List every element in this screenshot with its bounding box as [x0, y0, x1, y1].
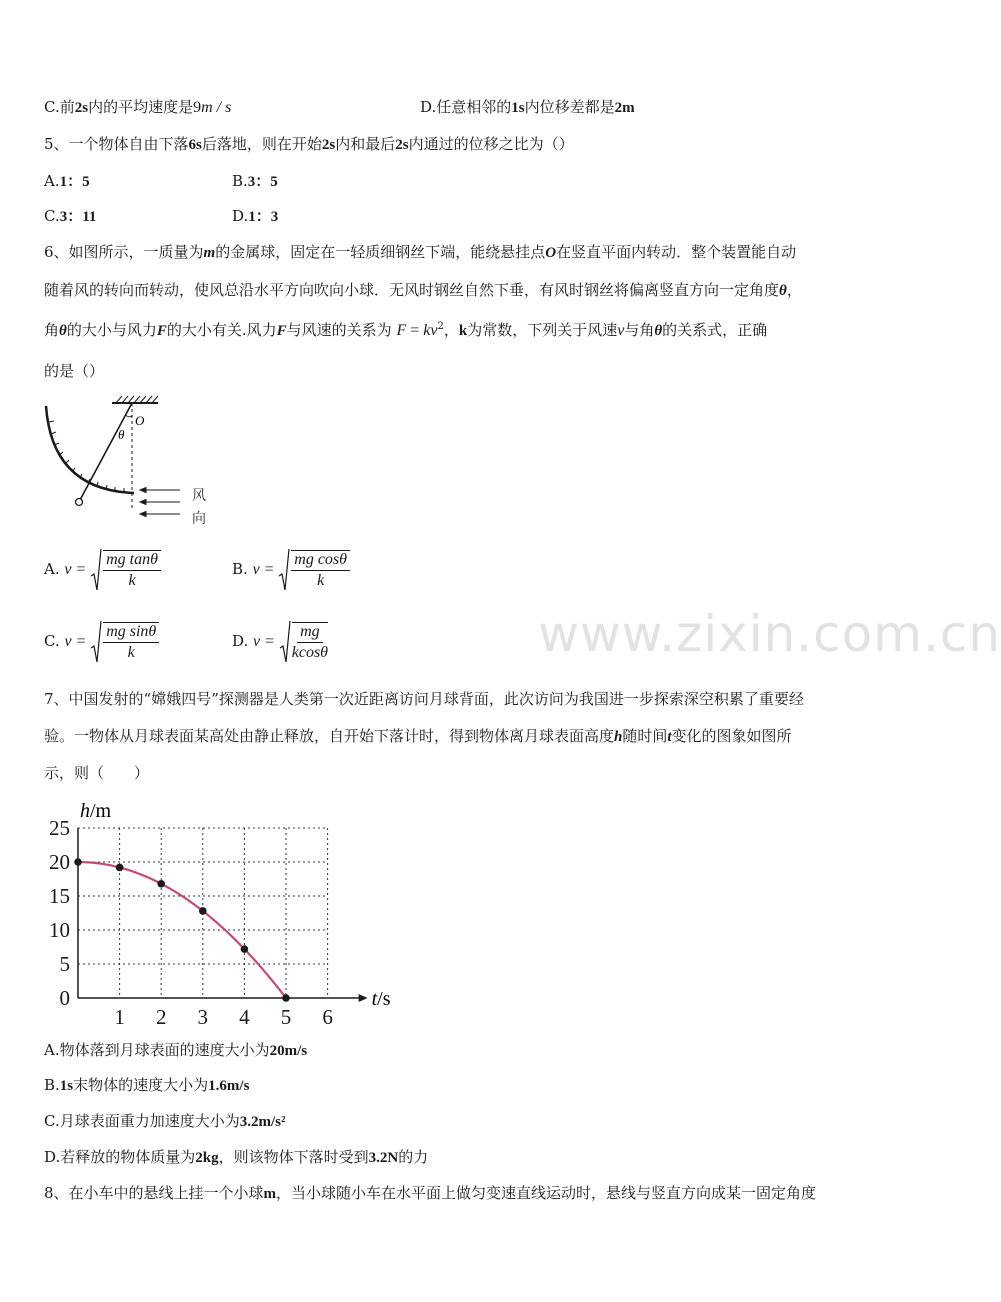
q5-stem-bold: 6s	[188, 137, 202, 153]
numerator: mg sinθ	[103, 623, 159, 643]
x-tick-label: 3	[197, 1005, 209, 1029]
radical-sign	[280, 620, 290, 664]
q6-stem-line1	[44, 241, 796, 262]
sqrt	[280, 620, 328, 664]
q6-text: ，	[786, 281, 802, 299]
q4-option-d-bold2: 2m	[614, 100, 635, 116]
q7-stem-line3	[44, 762, 149, 783]
data-point	[241, 945, 249, 953]
q6-text: 在竖直平面内转动．整个装置能自动	[556, 243, 797, 261]
steel-wire	[80, 403, 132, 500]
data-point	[116, 864, 124, 872]
q6-var-f: F	[276, 323, 287, 339]
data-point	[282, 994, 290, 1002]
q5-stem-part: 内和最后	[335, 135, 396, 153]
denominator: k	[128, 572, 136, 589]
metal-ball	[76, 499, 83, 506]
q7-option-c	[44, 1110, 285, 1131]
q5-option-d	[232, 205, 278, 226]
q7-option-a-value: 20m/s	[269, 1043, 308, 1059]
y-tick-label: 10	[49, 918, 70, 942]
q4-option-c-value: 9	[193, 99, 202, 116]
q4-option-d-text: 内位移差都是	[524, 98, 615, 116]
q7-option-b-value: 1.6m/s	[208, 1078, 250, 1094]
q7-text: 变化的图象如图所	[671, 727, 792, 745]
q6-text: 角	[44, 321, 60, 339]
data-point	[157, 880, 165, 888]
v-equals: v =	[64, 633, 87, 650]
q6-var-theta: θ	[779, 283, 787, 299]
numerator: mg tanθ	[103, 551, 161, 571]
q6-option-d	[232, 620, 328, 664]
q6-var-k: k	[458, 323, 468, 339]
q8-stem-line1	[44, 1182, 816, 1203]
chart-axes	[78, 828, 368, 1002]
q6-text: 与风速的关系为	[286, 321, 392, 339]
q6-text: ，	[443, 321, 459, 339]
x-tick-label: 2	[155, 1005, 167, 1029]
data-point	[199, 907, 207, 915]
q6-var-o: O	[545, 245, 557, 261]
numerator: mg	[297, 623, 323, 643]
q4-option-c-text: 内的平均速度是	[88, 98, 194, 116]
q5-option-b-label: B.	[232, 172, 248, 190]
q6-text: 随着风的转向而转动，使风总沿水平方向吹向小球．无风时钢丝自然下垂，有风时钢丝将偏离竖直方向一定角度	[44, 281, 780, 299]
q6-var-theta: θ	[59, 323, 67, 339]
chart-ticks	[49, 816, 333, 1029]
radical-sign	[91, 620, 101, 664]
fraction	[103, 550, 161, 590]
q6-text: 的大小与风力	[66, 321, 157, 339]
q7-stem-line2	[44, 725, 792, 746]
q7-option-d-text: D.若释放的物体质量为	[44, 1148, 196, 1166]
q5-option-c-label: C.	[44, 207, 60, 225]
chart-points	[74, 858, 290, 1002]
q4-option-c-bold: 2s	[74, 100, 89, 116]
x-tick-label: 6	[322, 1005, 333, 1029]
q4-option-c	[44, 96, 231, 117]
q5-stem-bold: 2s	[321, 137, 336, 153]
q7-text: 验。一物体从月球表面某高处由静止释放，自开始下落计时，得到物体离月球表面高度	[44, 727, 615, 745]
q7-option-d-force: 3.2N	[368, 1150, 399, 1166]
y-tick-label: 0	[59, 986, 70, 1010]
formula-part: =	[406, 322, 424, 339]
option-label: D.	[232, 632, 249, 650]
q6-text: 的金属球，固定在一轻质细钢丝下端，能绕悬挂点	[215, 243, 546, 261]
q8-text: 8、在小车中的悬线上挂一个小球	[44, 1184, 264, 1202]
q7-option-b-text: 末物体的速度大小为	[73, 1076, 209, 1094]
label-direction: 向	[192, 511, 206, 527]
q6-text: 为常数，下列关于风速	[467, 321, 618, 339]
fraction	[103, 622, 159, 662]
sqrt	[91, 620, 159, 664]
q4-option-d	[420, 96, 635, 117]
q5-option-a-value: 1：5	[59, 174, 90, 190]
q6-stem-line4	[44, 360, 104, 381]
q7-option-d-text: 的力	[398, 1148, 429, 1166]
q6-stem-line3	[44, 319, 767, 340]
radical-sign	[91, 548, 101, 592]
q5-option-d-value: 1：3	[248, 209, 279, 225]
label-o: O	[135, 413, 145, 428]
q5-option-a	[44, 170, 90, 191]
q6-option-c	[44, 620, 159, 664]
formula-part: v	[430, 322, 438, 339]
v-equals: v =	[252, 561, 275, 578]
formula-part: F	[396, 322, 407, 339]
q4-option-d-bold1: 1s	[511, 100, 525, 116]
y-axis-label: h/m	[80, 800, 112, 822]
q5-stem-part: 5、一个物体自由下落	[44, 135, 189, 153]
label-theta: θ	[118, 427, 125, 442]
q7-option-d	[44, 1146, 428, 1167]
y-tick-label: 25	[49, 816, 70, 840]
q6-text: 的关系式，正确	[662, 321, 768, 339]
q7-option-c-value: 3.2m/s²	[239, 1114, 286, 1130]
q7-option-a-text: A.物体落到月球表面的速度大小为	[44, 1041, 270, 1059]
denominator: kcosθ	[291, 644, 329, 661]
q6-text: 6、如图所示，一质量为	[44, 243, 204, 261]
x-tick-label: 5	[280, 1005, 292, 1029]
wind-arrows	[140, 488, 180, 517]
q5-option-c-value: 3：11	[59, 209, 97, 225]
q6-var-m: m	[203, 245, 216, 261]
q6-formula	[396, 321, 443, 339]
sqrt	[279, 548, 350, 592]
q7-option-d-text: ，则该物体下落时受到	[218, 1148, 369, 1166]
q8-text: ，当小球随小车在水平面上做匀变速直线运动时，悬线与竖直方向成某一固定角度	[276, 1184, 817, 1202]
q7-text: 随时间	[622, 727, 668, 745]
angle-arc	[126, 415, 132, 417]
option-label: C.	[44, 632, 60, 650]
q5-option-c	[44, 205, 96, 226]
x-tick-label: 4	[239, 1005, 250, 1029]
data-point	[74, 858, 82, 866]
q5-option-b	[232, 170, 278, 191]
q4-option-d-prefix: D.任意相邻的	[420, 98, 512, 116]
v-equals: v =	[64, 561, 87, 578]
option-label: B.	[232, 560, 248, 578]
q6-option-b	[232, 548, 350, 592]
q6-pendulum-figure	[40, 392, 220, 532]
q7-height-time-chart	[40, 795, 391, 1030]
watermark-text: www.zixin.com.cn	[538, 605, 1001, 663]
q7-var-h: h	[614, 729, 623, 745]
q7-option-a	[44, 1039, 307, 1060]
option-label: A.	[44, 560, 60, 578]
q4-option-c-prefix: C.前	[44, 98, 75, 116]
sqrt	[91, 548, 161, 592]
denominator: k	[317, 572, 325, 589]
x-axis-label: t/s	[371, 988, 391, 1010]
ceiling-hatch	[116, 396, 158, 403]
q6-stem-line2	[44, 279, 802, 300]
q5-option-d-label: D.	[232, 207, 249, 225]
q7-option-b-time: 1s	[59, 1078, 74, 1094]
q6-var-f: F	[156, 323, 167, 339]
q7-var-t: t	[667, 729, 672, 745]
q5-option-a-label: A.	[44, 172, 60, 190]
q7-option-b-label: B.	[44, 1076, 60, 1094]
q5-stem	[44, 133, 574, 154]
q6-text: 的是（）	[44, 362, 105, 380]
formula-part: k	[423, 322, 431, 339]
fraction	[291, 550, 350, 590]
q5-option-b-value: 3：5	[247, 174, 278, 190]
q4-option-c-unit: m / s	[201, 99, 232, 116]
q7-option-d-mass: 2kg	[195, 1150, 219, 1166]
y-tick-label: 20	[49, 850, 70, 874]
label-wind: 风	[192, 488, 206, 504]
denominator: k	[127, 644, 135, 661]
q6-var-theta: θ	[654, 323, 663, 339]
y-tick-label: 15	[49, 884, 70, 908]
q7-stem-line1	[44, 688, 804, 709]
x-tick-label: 1	[114, 1005, 125, 1029]
q6-var-v: v	[617, 322, 625, 339]
x-axis-arrow	[359, 994, 368, 1002]
q6-text: 的大小有关.风力	[166, 321, 277, 339]
q7-option-c-text: C.月球表面重力加速度大小为	[44, 1112, 240, 1130]
v-equals: v =	[253, 633, 275, 650]
q8-var-m: m	[263, 1186, 277, 1202]
q5-stem-part: 内通过的位移之比为（）	[408, 135, 574, 153]
formula-exponent: 2	[437, 321, 444, 332]
numerator: mg cosθ	[291, 551, 350, 571]
q7-text: 示，则（ ）	[44, 764, 150, 782]
radical-sign	[279, 548, 289, 592]
q6-text: 与角	[624, 321, 655, 339]
fraction	[292, 622, 328, 662]
q7-text: 7、中国发射的“嫦娥四号”探测器是人类第一次近距离访问月球背面，此次访问为我国进一步探索深空积累了重要经	[44, 690, 804, 708]
q5-stem-bold: 2s	[395, 137, 409, 153]
q7-option-b	[44, 1074, 249, 1095]
y-tick-label: 5	[59, 952, 70, 976]
q5-stem-part: 后落地，则在开始	[201, 135, 322, 153]
q6-option-a	[44, 548, 161, 592]
